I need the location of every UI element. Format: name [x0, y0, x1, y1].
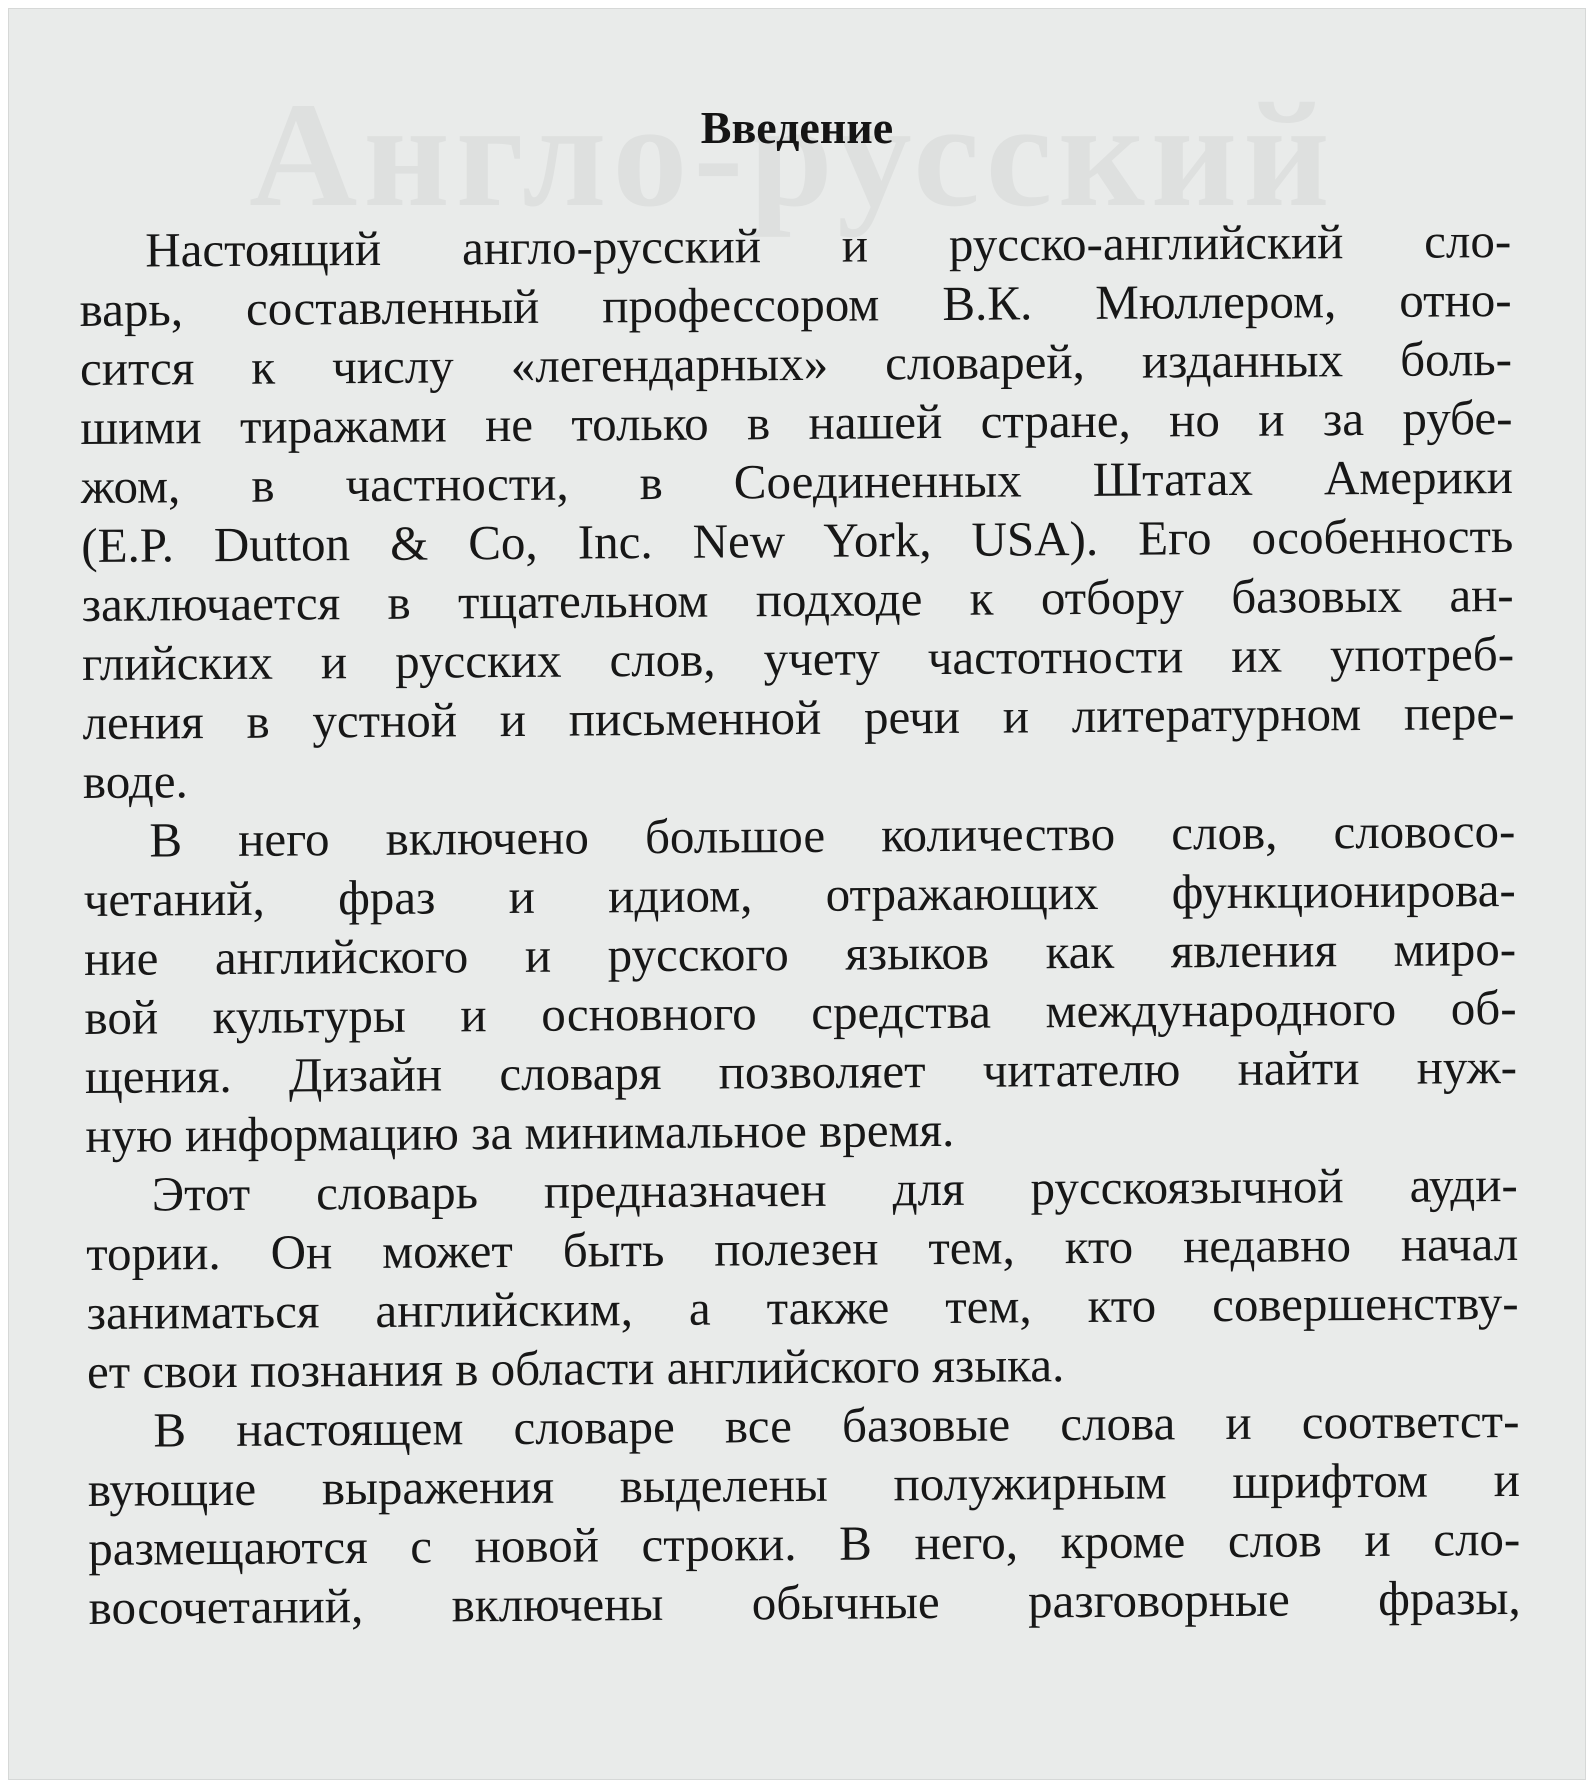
text-line: сится к числу «легендарных» словарей, изданных боль- — [79, 330, 1513, 396]
text-line: тории. Он может быть полезен тем, кто недавно начал — [86, 1215, 1519, 1281]
text-line: ления в устной и письменной речи и литературном пере- — [82, 684, 1515, 750]
text-line: В настоящем словаре все базовые слова и соответст- — [153, 1392, 1520, 1458]
text-line: заниматься английским, а также тем, кто совершенству- — [86, 1274, 1519, 1340]
text-line: В него включено большое количество слов, словосо- — [149, 802, 1516, 868]
text-line: шими тиражами не только в нашей стране, но и за рубе- — [80, 389, 1513, 455]
text-line: Настоящий англо-русский и русско-английский сло- — [145, 213, 1512, 278]
body-text — [79, 211, 1521, 1637]
text-line: щения. Дизайн словаря позволяет читателю найти нуж- — [84, 1038, 1518, 1104]
text-line: (E.P. Dutton & Co, Inc. New York, USA). Его особенность — [81, 507, 1514, 573]
text-line: четаний, фраз и идиом, отражающих функционирова- — [83, 861, 1516, 927]
text-line: ние английского и русского языков как явления миро- — [83, 920, 1517, 986]
text-line: ет свои познания в области английского языка. — [86, 1337, 1065, 1399]
text-line: размещаются с новой строки. В него, кроме слов и сло- — [88, 1510, 1521, 1576]
paragraph-4 — [87, 1391, 1521, 1637]
text-line: вой культуры и основного средства международного об- — [84, 979, 1517, 1045]
paragraph-1 — [79, 211, 1515, 811]
text-line: ную информацию за минимальное время. — [85, 1101, 955, 1163]
page-title: Введение — [700, 102, 894, 153]
text-line: жом, в частности, в Соединенных Штатах Америки — [80, 448, 1514, 514]
text-line: вующие выражения выделены полужирным шрифтом и — [87, 1451, 1521, 1517]
text-line: Этот словарь предназначен для русскоязычной ауди- — [151, 1156, 1518, 1222]
book-page — [8, 8, 1586, 1780]
text-line: заключается в тщательном подходе к отбору базовых ан- — [81, 566, 1514, 632]
text-line: восочетаний, включены обычные разговорные фразы, — [88, 1569, 1521, 1635]
text-line: глийских и русских слов, учету частотности их употреб- — [81, 625, 1515, 691]
paragraph-3 — [86, 1155, 1520, 1401]
text-line: воде. — [82, 753, 188, 809]
paragraph-2 — [83, 801, 1517, 1165]
text-line: варь, составленный профессором В.К. Мюллером, отно- — [79, 272, 1512, 337]
